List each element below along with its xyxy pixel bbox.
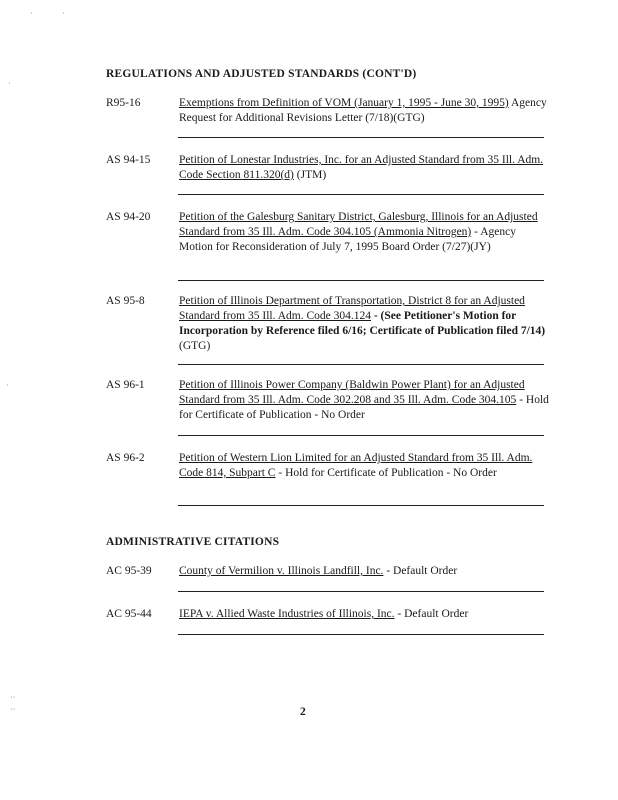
entry-code: AS 96-1 (106, 379, 145, 391)
entry-description (179, 153, 549, 183)
entry-code: AS 96-2 (106, 452, 145, 464)
entry-description (179, 96, 549, 126)
entry-description (179, 451, 549, 481)
entry-title: Petition of Western Lion Limited for an Adjusted Standard from 35 Ill. Adm. Code 814, Subpart C (179, 452, 533, 479)
entry-code: AC 95-44 (106, 608, 152, 620)
entry-title: Petition of the Galesburg Sanitary District, Galesburg, Illinois for an Adjusted Standard from 35 Ill. Adm. Code 304.105 (Ammonia Nitrogen) (179, 211, 538, 238)
entry-divider (178, 280, 544, 281)
entry-divider (178, 364, 544, 365)
entry-title: Exemptions from Definition of VOM (January 1, 1995 - June 30, 1995) (179, 97, 509, 109)
page-number: 2 (300, 706, 306, 718)
entry-code: AS 95-8 (106, 295, 145, 307)
entry-description (179, 210, 549, 255)
entry-divider (178, 505, 544, 506)
scan-speck: · (62, 9, 65, 18)
entry-note: - (See Petitioner's Motion for Incorporation by Reference filed 6/16; Certificate of Publication filed 7/14) (179, 310, 546, 337)
entry-code: AS 94-20 (106, 211, 151, 223)
section-heading-administrative-citations: ADMINISTRATIVE CITATIONS (106, 536, 280, 548)
entry-status: - Agency Motion for Reconsideration of July 7, 1995 Board Order (7/27)(JY) (179, 226, 516, 253)
entry-status: Agency Request for Additional Revisions Letter (7/18)(GTG) (179, 97, 547, 124)
entry-title: Petition of Lonestar Industries, Inc. for an Adjusted Standard from 35 Ill. Adm. Code Section 811.320(d) (179, 154, 544, 181)
entry-code: AC 95-39 (106, 565, 152, 577)
entry-status: (GTG) (179, 340, 211, 352)
scan-speck: · (8, 79, 11, 88)
entry-status: - Default Order (394, 608, 469, 620)
entry-title: Petition of Illinois Power Company (Baldwin Power Plant) for an Adjusted Standard from 35 Ill. Adm. Code 302.208 and 35 Ill. Adm. Code 304.105 (179, 379, 525, 406)
entry-title: County of Vermilion v. Illinois Landfill, Inc. (179, 565, 384, 577)
entry-divider (178, 591, 544, 592)
entry-code: AS 94-15 (106, 154, 151, 166)
entry-title: IEPA v. Allied Waste Industries of Illinois, Inc. (179, 608, 395, 620)
entry-divider (178, 634, 544, 635)
entry-description (179, 607, 549, 622)
entry-status: (JTM) (293, 169, 327, 181)
scan-speck: · (6, 381, 9, 390)
entry-status: - Hold for Certificate of Publication - No Order (275, 467, 497, 479)
entry-divider (178, 435, 544, 436)
entry-divider (178, 194, 544, 195)
entry-title: Petition of Illinois Department of Transportation, District 8 for an Adjusted Standard from 35 Ill. Adm. Code 304.124 (179, 295, 525, 322)
scan-speck: ·· (10, 693, 16, 702)
entry-divider (178, 137, 544, 138)
entry-status: - Default Order (383, 565, 458, 577)
scan-speck: · (30, 9, 33, 18)
entry-description (179, 378, 549, 423)
entry-description (179, 564, 549, 579)
scan-speck: ·· (10, 705, 16, 714)
entry-status: - Hold for Certificate of Publication - No Order (179, 394, 549, 421)
entry-code: R95-16 (106, 97, 141, 109)
section-heading-regulations: REGULATIONS AND ADJUSTED STANDARDS (CONT'D) (106, 68, 417, 80)
entry-description (179, 294, 549, 354)
